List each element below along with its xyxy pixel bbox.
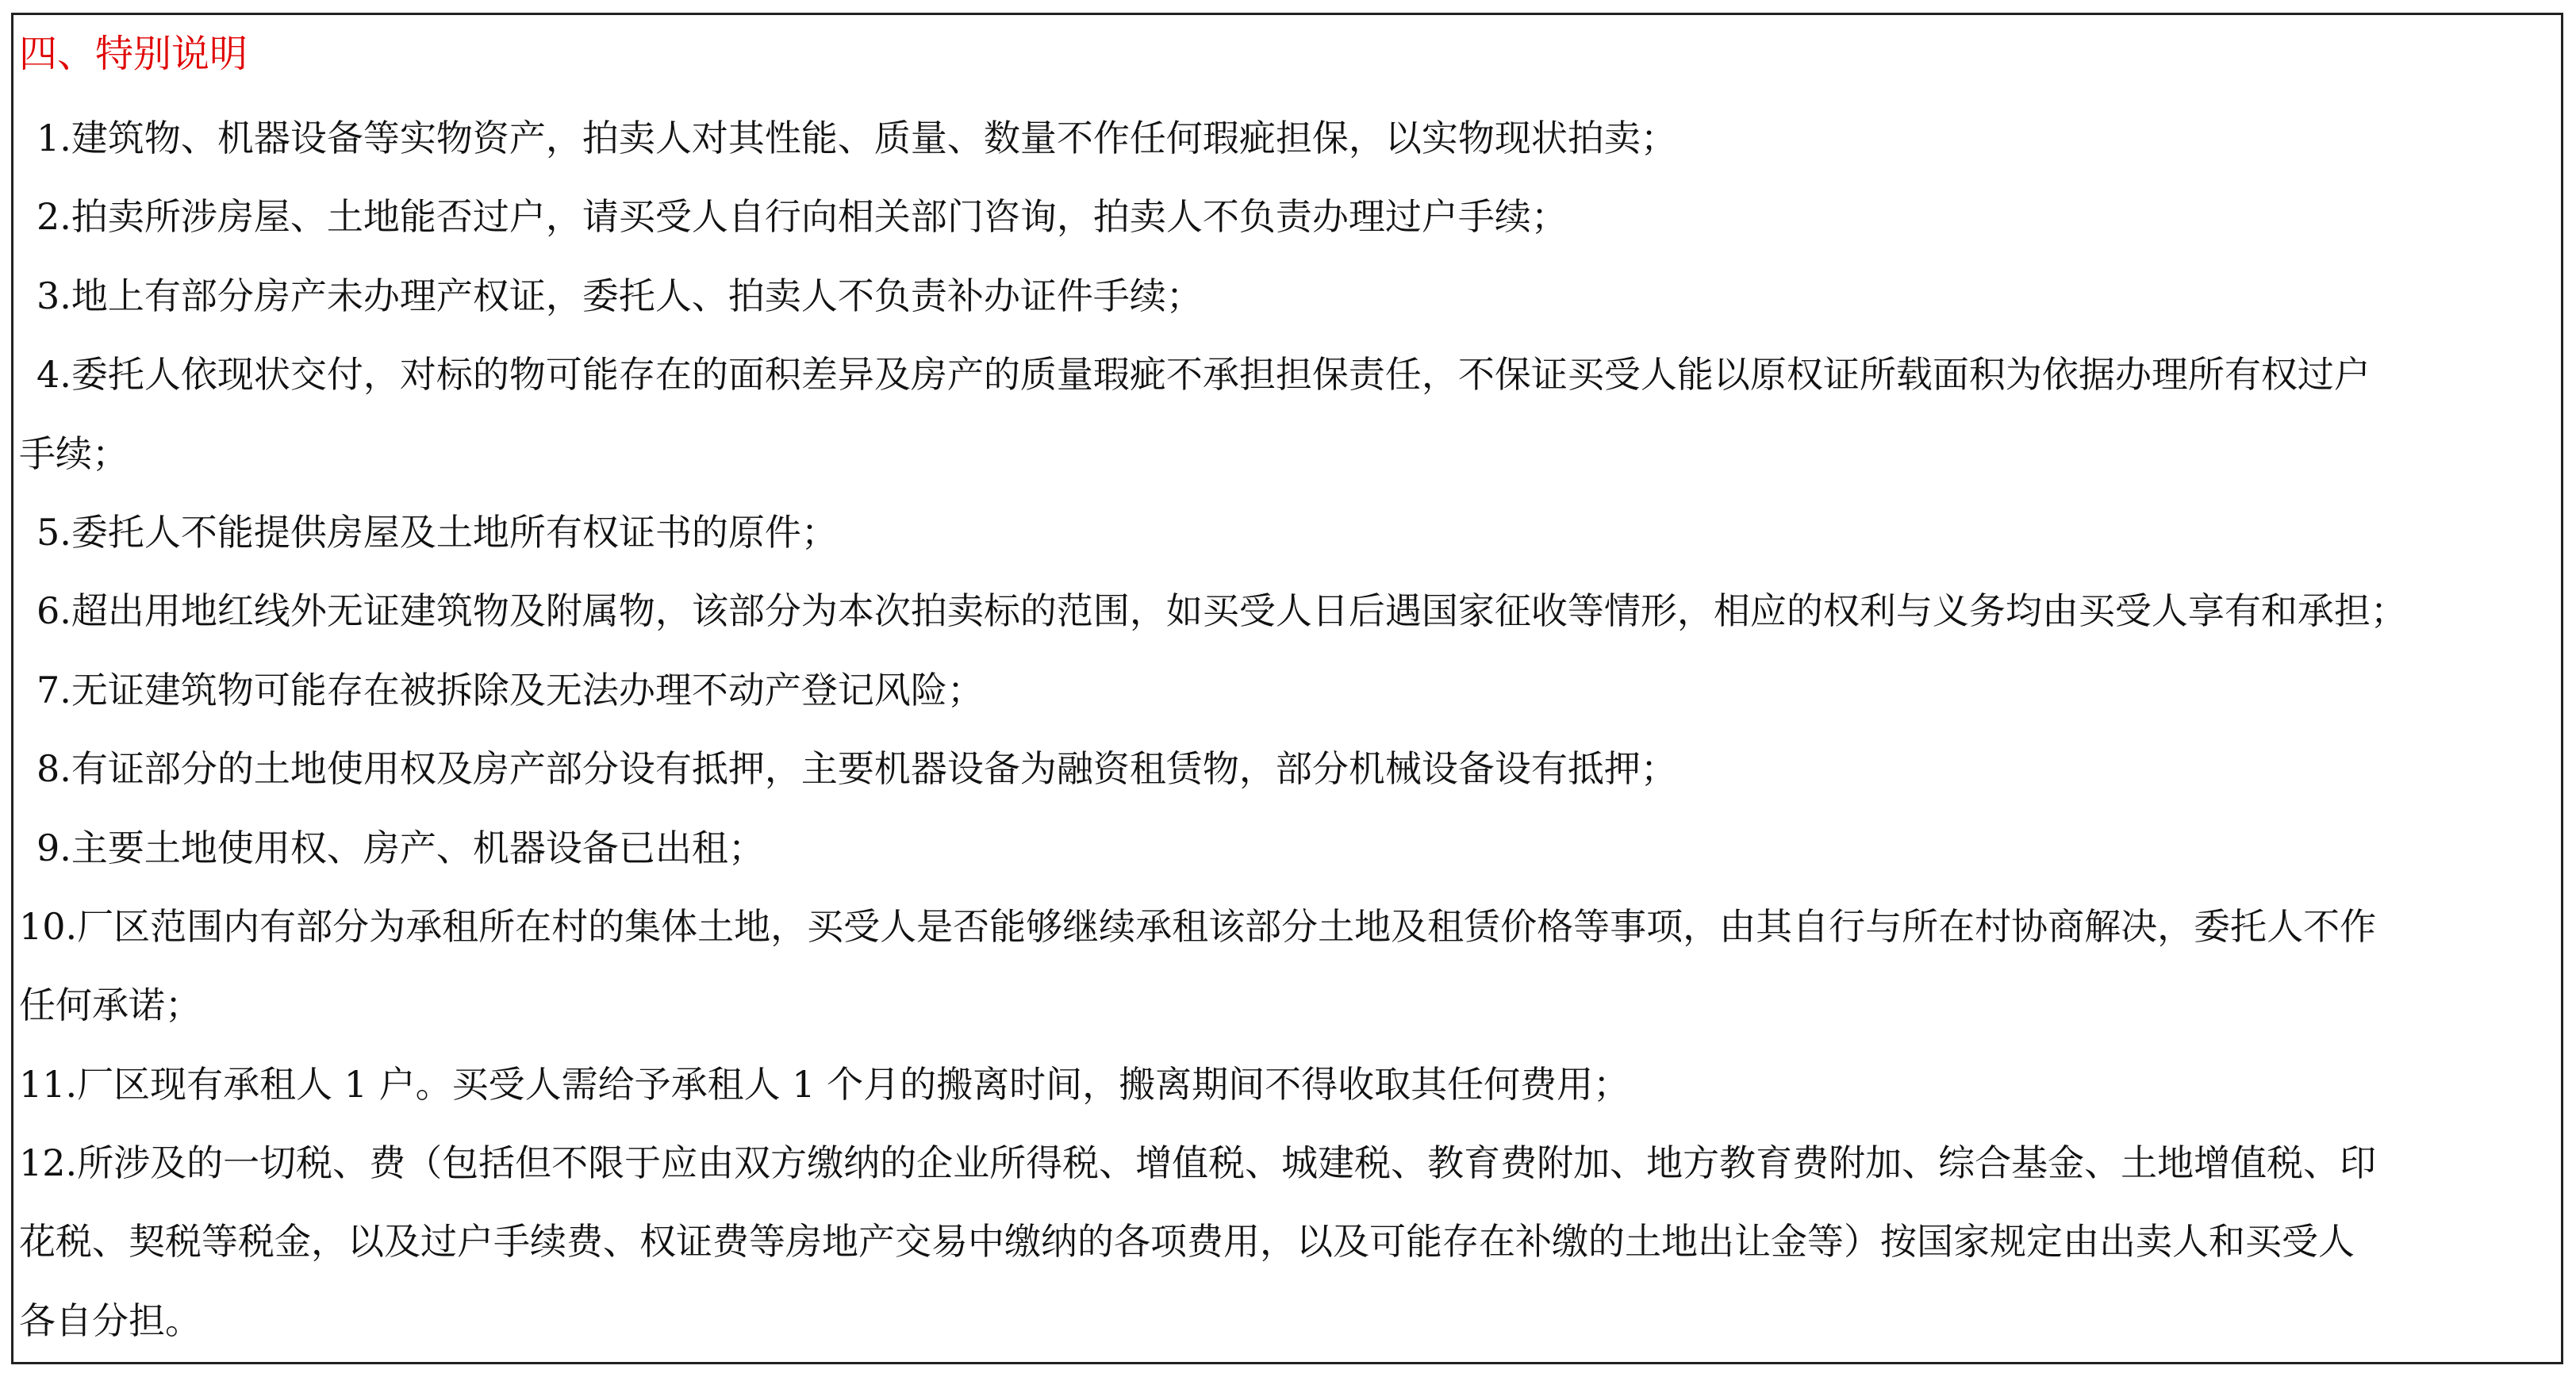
- note-line: 6.超出用地红线外无证建筑物及附属物，该部分为本次拍卖标的范围，如买受人日后遇国家征收等情形，相应的权利与义务均由买受人享有和承担；: [36, 589, 2407, 633]
- note-line: 7.无证建筑物可能存在被拆除及无法办理不动产登记风险；: [36, 668, 984, 712]
- note-line: 5.委托人不能提供房屋及土地所有权证书的原件；: [36, 510, 838, 554]
- note-line: 3.地上有部分房产未办理产权证，委托人、拍卖人不负责补办证件手续；: [36, 274, 1203, 317]
- note-line: 9.主要土地使用权、房产、机器设备已出租；: [36, 826, 765, 869]
- note-line: 2.拍卖所涉房屋、土地能否过户，请买受人自行向相关部门咨询，拍卖人不负责办理过户手续；: [36, 195, 1568, 239]
- special-notes-body: [19, 113, 2542, 1374]
- note-line: 8.有证部分的土地使用权及房产部分设有抵押，主要机器设备为融资租赁物，部分机械设备设有抵押；: [36, 747, 1677, 791]
- section-heading: 四、特别说明: [19, 32, 248, 76]
- note-line: 手续；: [19, 432, 129, 475]
- note-line: 12.所涉及的一切税、费（包括但不限于应由双方缴纳的企业所得税、增值税、城建税、教育费附加、地方教育费附加、综合基金、土地增值税、印: [19, 1141, 2377, 1185]
- note-line: 10.厂区范围内有部分为承租所在村的集体土地，买受人是否能够继续承租该部分土地及租赁价格等事项，由其自行与所在村协商解决，委托人不作: [19, 904, 2377, 948]
- note-line: 任何承诺；: [19, 984, 202, 1027]
- note-line: 4.委托人依现状交付，对标的物可能存在的面积差异及房产的质量瑕疵不承担担保责任，不保证买受人能以原权证所载面积为依据办理所有权过户: [36, 353, 2371, 397]
- note-line: 各自分担。: [19, 1298, 202, 1342]
- note-line: 1.建筑物、机器设备等实物资产，拍卖人对其性能、质量、数量不作任何瑕疵担保，以实物现状拍卖；: [36, 117, 1677, 159]
- note-line: 花税、契税等税金，以及过户手续费、权证费等房地产交易中缴纳的各项费用，以及可能存在补缴的土地出让金等）按国家规定由出卖人和买受人: [19, 1220, 2355, 1264]
- note-line: 11.厂区现有承租人 1 户。买受人需给予承租人 1 个月的搬离时间，搬离期间不得收取其任何费用；: [19, 1062, 1630, 1106]
